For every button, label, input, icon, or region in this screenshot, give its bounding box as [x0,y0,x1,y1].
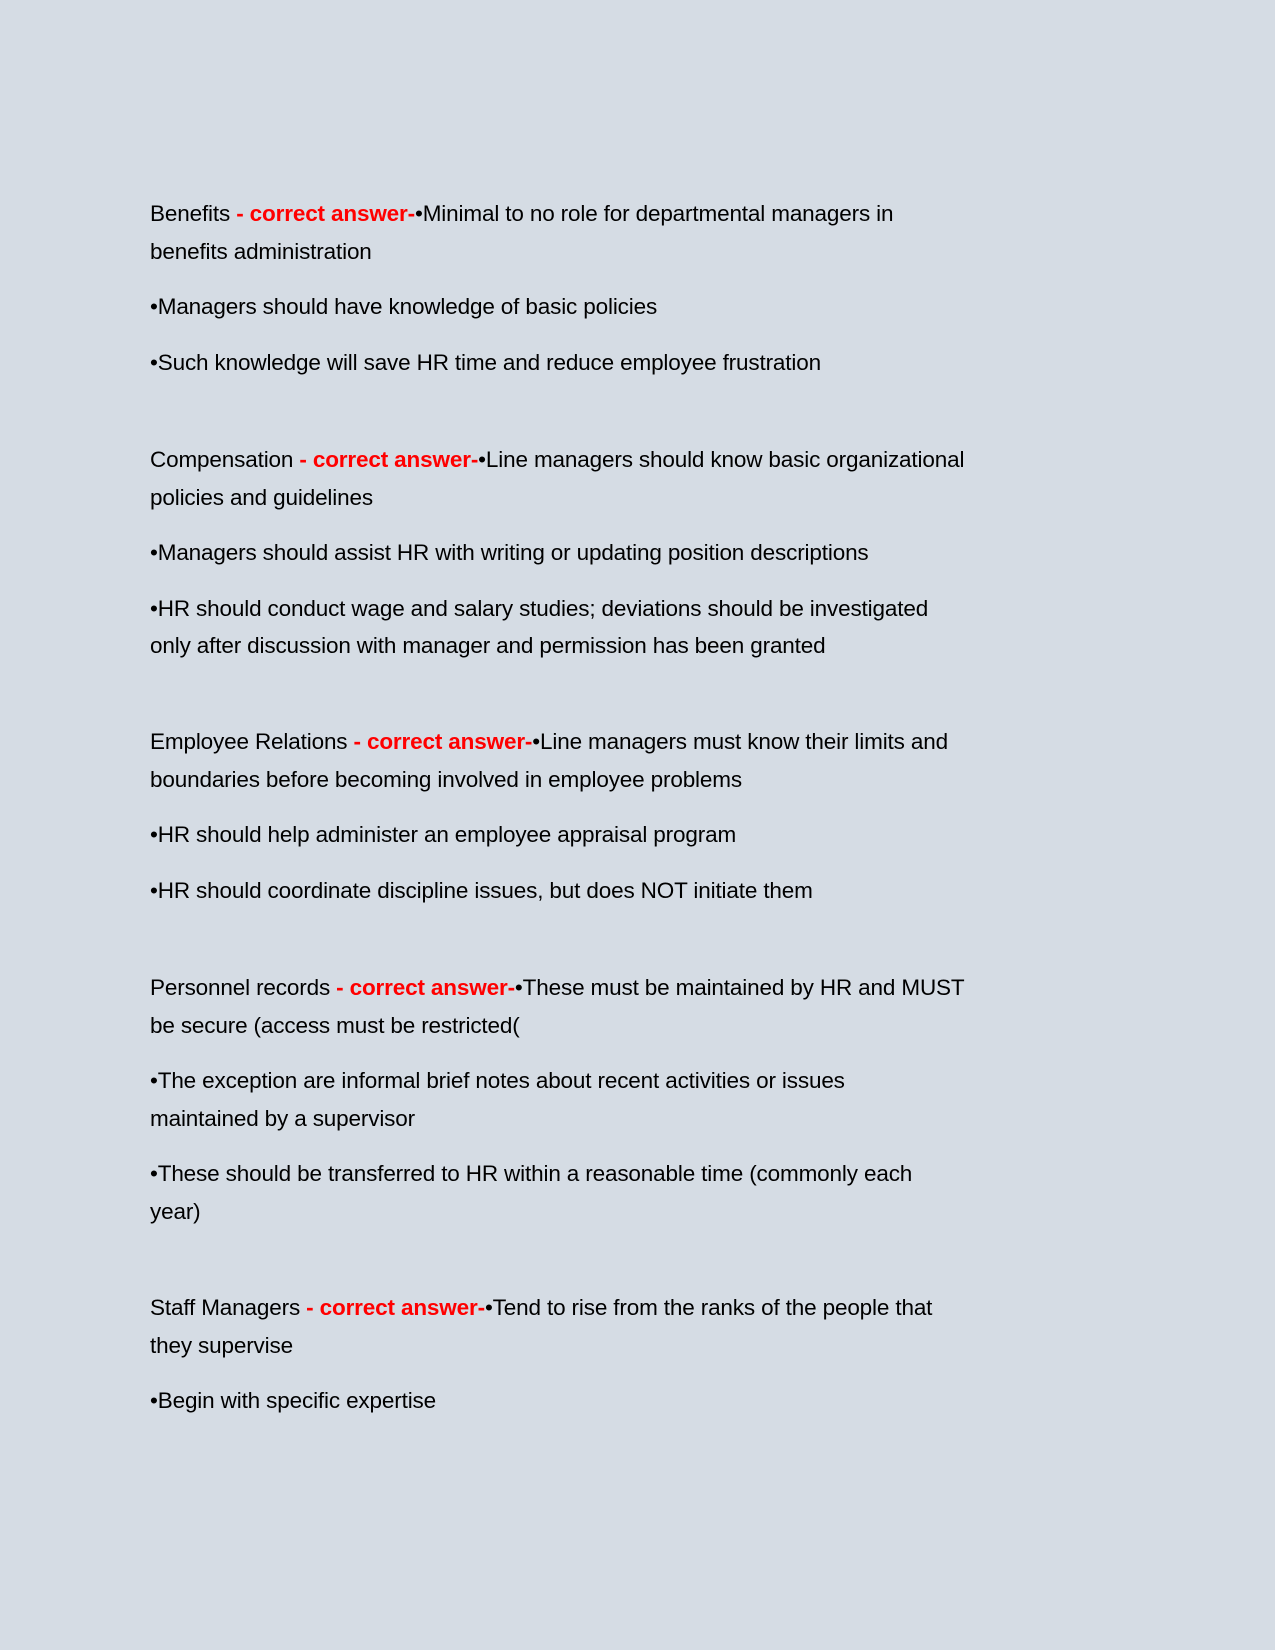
term: Staff Managers [150,1295,301,1320]
answer-text: boundaries before becoming involved in employee problems [150,766,742,792]
text-line [150,195,1150,233]
answer-text: •Line managers should know basic organizational [478,447,965,472]
answer-paragraph [150,723,1150,798]
term: Personnel records [150,975,331,1000]
bullet-line: •HR should coordinate discipline issues, but does NOT initiate them [150,877,813,903]
text-line [150,723,1150,761]
correct-answer-label: - correct answer- [347,729,533,754]
text-line [150,969,1150,1007]
bullet-paragraph [150,816,1150,854]
bullet-paragraph [150,1155,1150,1230]
answer-text: they supervise [150,1332,293,1358]
bullet-paragraph [150,1382,1150,1420]
bullet-line: •Managers should assist HR with writing or updating position descriptions [150,540,869,565]
correct-answer-label: - correct answer- [293,447,479,472]
text-line [150,1327,1150,1365]
text-line [150,761,1150,799]
answer-text: •Tend to rise from the ranks of the people that [484,1295,933,1320]
bullet-line: •Managers should have knowledge of basic policies [150,294,658,319]
bullet-line: •These should be transferred to HR within a reasonable time (commonly each [150,1161,913,1186]
text-line [150,441,1150,479]
term: Employee Relations [150,729,348,754]
term: Compensation [150,447,294,472]
bullet-paragraph [150,534,1150,572]
answer-text: •Line managers must know their limits and [532,729,948,754]
bullet-line: year) [150,1198,201,1224]
answer-text: benefits administration [150,238,372,264]
flashcard-entry [150,969,1150,1248]
flashcard-entry [150,195,1150,399]
text-line [150,1289,1150,1327]
bullet-line: •Begin with specific expertise [150,1388,437,1413]
answer-paragraph [150,441,1150,516]
bullet-paragraph [150,1062,1150,1137]
text-line [150,233,1150,271]
text-line [150,479,1150,517]
answer-text: policies and guidelines [150,484,373,510]
flashcard-entry [150,441,1150,683]
bullet-line: •The exception are informal brief notes about recent activities or issues [150,1068,845,1093]
answer-text: be secure (access must be restricted( [150,1012,520,1038]
term: Benefits [150,201,231,226]
answer-paragraph [150,969,1150,1044]
bullet-paragraph [150,590,1150,665]
correct-answer-label: - correct answer- [330,975,515,1000]
answer-text: •These must be maintained by HR and MUST [514,975,965,1000]
bullet-line: •Such knowledge will save HR time and reduce employee frustration [150,349,821,375]
correct-answer-label: - correct answer- [230,201,415,226]
answer-text: •Minimal to no role for departmental managers in [414,201,894,226]
flashcard-entry [150,723,1150,927]
bullet-paragraph [150,872,1150,910]
answer-paragraph [150,1289,1150,1364]
answer-paragraph [150,195,1150,270]
bullet-line: maintained by a supervisor [150,1105,415,1131]
bullet-paragraph [150,344,1150,382]
flashcard-entry [150,1289,1150,1438]
text-line [150,1007,1150,1045]
bullet-line: only after discussion with manager and permission has been granted [150,633,826,658]
bullet-paragraph [150,288,1150,326]
bullet-line: •HR should conduct wage and salary studies; deviations should be investigated [150,595,929,621]
bullet-line: •HR should help administer an employee appraisal program [150,822,737,847]
correct-answer-label: - correct answer- [300,1295,485,1320]
